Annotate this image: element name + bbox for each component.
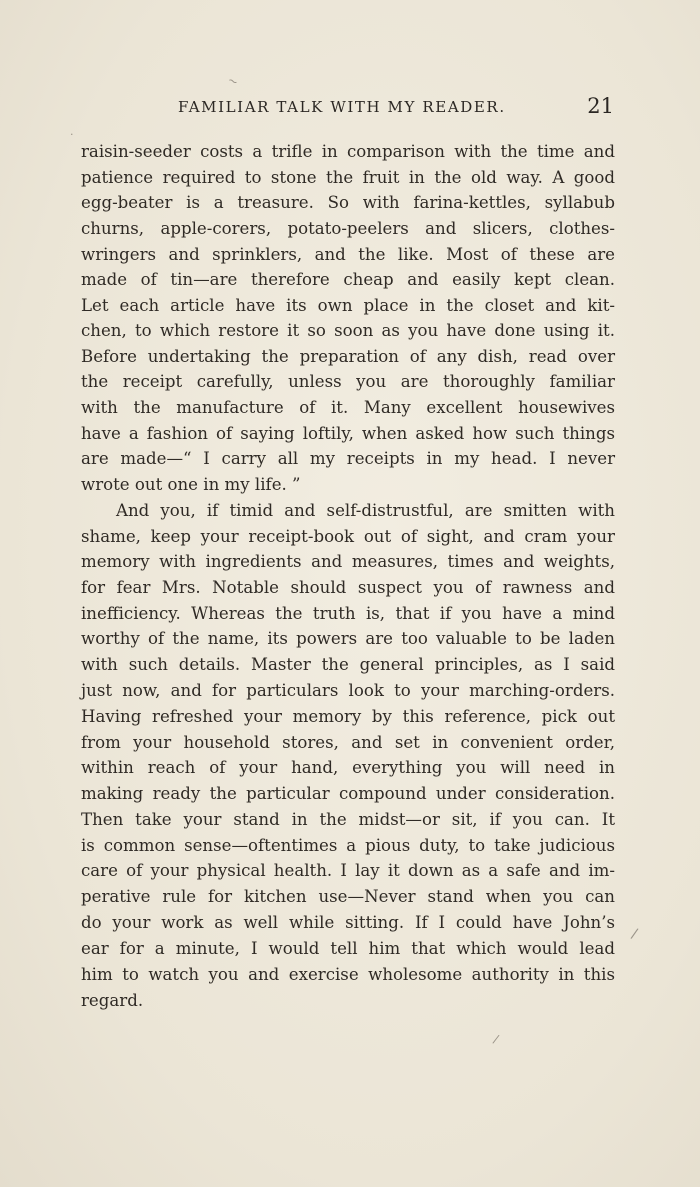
text-line: worthy of the name, its powers are too valuable to be laden <box>81 629 615 648</box>
running-head <box>80 96 620 122</box>
text-line: memory with ingredients and measures, times and weights, <box>81 552 615 571</box>
text-line: with such details. Master the general principles, as I said <box>81 655 615 674</box>
text-line: inefficiency. Whereas the truth is, that if you have a mind <box>81 604 615 623</box>
text-line: wringers and sprinklers, and the like. Most of these are <box>81 245 615 264</box>
text-line: churns, apple-corers, potato-peelers and slicers, clothes- <box>81 219 615 238</box>
text-line: just now, and for particulars look to your marching-orders. <box>81 681 615 700</box>
text-line: are made—“ I carry all my receipts in my head. I never <box>81 449 615 468</box>
text-line: ear for a minute, I would tell him that which would lead <box>81 939 615 958</box>
text-line: Before undertaking the preparation of any dish, read over <box>81 347 615 366</box>
text-line: is common sense—oftentimes a pious duty, to take judicious <box>81 836 615 855</box>
running-head-title: FAMILIAR TALK WITH MY READER. <box>178 98 506 116</box>
stray-ink-mark: ~ <box>225 72 241 90</box>
stray-ink-mark: / <box>491 1031 501 1047</box>
text-line: Having refreshed your memory by this reference, pick out <box>81 707 615 726</box>
text-line: with the manufacture of it. Many excellent housewives <box>81 398 615 417</box>
page-number: 21 <box>587 94 614 118</box>
text-line: egg-beater is a treasure. So with farina-kettles, syllabub <box>81 193 615 212</box>
text-line: Let each article have its own place in the closet and kit- <box>81 296 615 315</box>
text-line: made of tin—are therefore cheap and easily kept clean. <box>81 270 615 289</box>
text-line: for fear Mrs. Notable should suspect you of rawness and <box>81 578 615 597</box>
text-line: have a fashion of saying loftily, when asked how such things <box>81 424 615 443</box>
text-line: regard. <box>81 991 144 1010</box>
stray-ink-mark: / <box>629 925 640 943</box>
text-line: from your household stores, and set in convenient order, <box>81 733 615 752</box>
text-line: raisin-seeder costs a trifle in comparison with the time and <box>81 142 615 161</box>
stray-ink-mark: · <box>70 128 74 141</box>
text-line: shame, keep your receipt-book out of sight, and cram your <box>81 527 615 546</box>
text-line: care of your physical health. I lay it down as a safe and im- <box>81 861 615 880</box>
text-line: within reach of your hand, everything you will need in <box>81 758 615 777</box>
text-line: chen, to which restore it so soon as you have done using it. <box>81 321 615 340</box>
text-line: And you, if timid and self-distrustful, are smitten with <box>116 501 615 520</box>
text-line: the receipt carefully, unless you are thoroughly familiar <box>81 372 615 391</box>
text-line: wrote out one in my life. ” <box>81 475 301 494</box>
text-line: him to watch you and exercise wholesome authority in this <box>81 965 615 984</box>
text-line: Then take your stand in the midst—or sit, if you can. It <box>81 810 615 829</box>
text-line: perative rule for kitchen use—Never stand when you can <box>81 887 615 906</box>
text-line: patience required to stone the fruit in the old way. A good <box>81 168 615 187</box>
text-line: do your work as well while sitting. If I could have John’s <box>81 913 615 932</box>
text-line: making ready the particular compound under consideration. <box>81 784 615 803</box>
